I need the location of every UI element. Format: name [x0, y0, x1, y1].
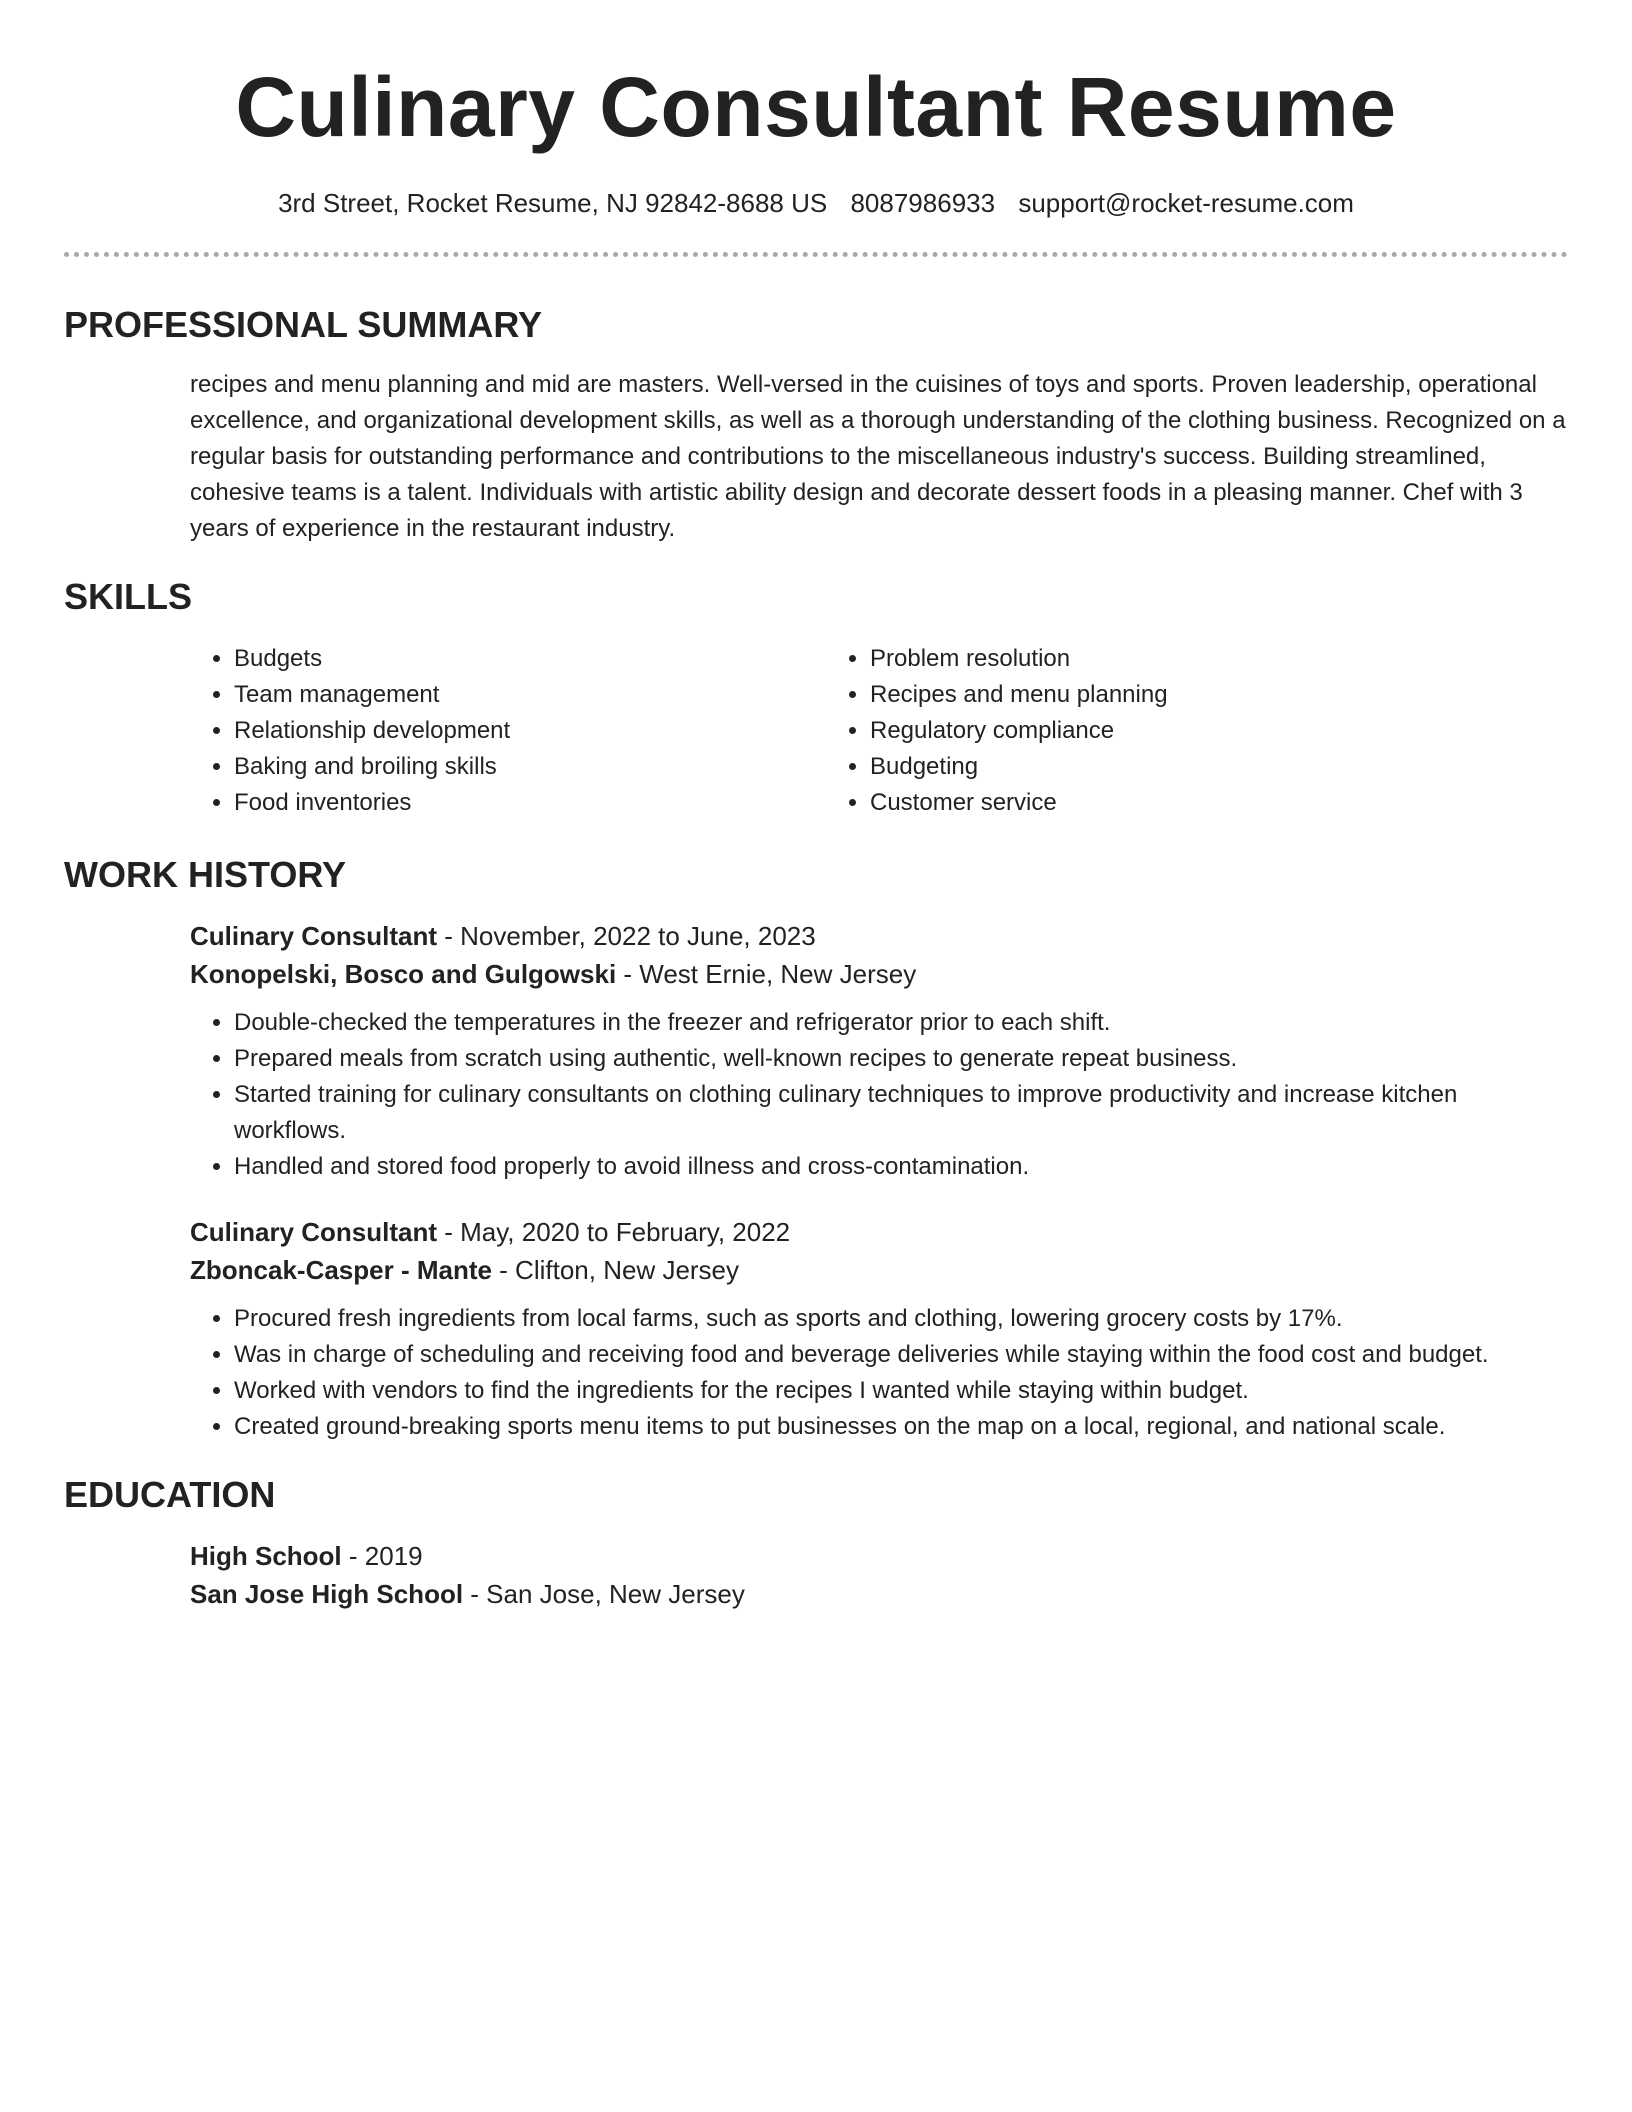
- contact-phone: 8087986933: [850, 188, 996, 218]
- job-company-line: [190, 1251, 1568, 1289]
- skill-item: • Budgeting: [870, 749, 1462, 785]
- skill-item: • Relationship development: [234, 713, 826, 749]
- job-bullet: • Was in charge of scheduling and receiving food and beverage deliveries while staying within the food cost and budget.: [234, 1337, 1568, 1373]
- job-bullets: [190, 1301, 1568, 1445]
- skill-item: • Customer service: [870, 785, 1462, 821]
- skill-item: • Baking and broiling skills: [234, 749, 826, 785]
- job-entry: [190, 917, 1568, 1185]
- job-bullet: • Started training for culinary consultants on clothing culinary techniques to improve productivity and increase kitchen workflows.: [234, 1077, 1568, 1149]
- job-bullet: • Worked with vendors to find the ingredients for the recipes I wanted while staying within budget.: [234, 1373, 1568, 1409]
- work-history-section: [64, 851, 1568, 1445]
- skills-left-list: [190, 641, 826, 821]
- job-bullet: • Procured fresh ingredients from local farms, such as sports and clothing, lowering grocery costs by 17%.: [234, 1301, 1568, 1337]
- skills-heading: SKILLS: [64, 576, 193, 617]
- skill-item: • Budgets: [234, 641, 826, 677]
- job-role: Culinary Consultant: [190, 921, 438, 951]
- job-company: Zboncak-Casper - Mante: [190, 1255, 492, 1285]
- job-location: - Clifton, New Jersey: [491, 1255, 740, 1285]
- summary-text: recipes and menu planning and mid are masters. Well-versed in the cuisines of toys and sports. Proven leadership, operational excellence, and organizational development skills, as well as a thorough understanding of the clothing business. Recognized on a regular basis for outstanding performance and contributions to the miscellaneous industry's success. Building streamlined, cohesive teams is a talent. Individuals with artistic ability design and decorate dessert foods in a pleasing manner. Chef with 3 years of experience in the restaurant industry.: [190, 371, 1566, 542]
- skill-item: • Problem resolution: [870, 641, 1462, 677]
- job-role: Culinary Consultant: [190, 1217, 438, 1247]
- job-bullets: [190, 1005, 1568, 1185]
- contact-address: 3rd Street, Rocket Resume, NJ 92842-8688 US: [278, 188, 828, 218]
- education-school-line: [190, 1575, 1568, 1613]
- job-role-line: [190, 917, 1568, 955]
- job-entry: [190, 1213, 1568, 1445]
- job-bullet: • Handled and stored food properly to avoid illness and cross-contamination.: [234, 1149, 1568, 1185]
- education-section: [64, 1471, 1568, 1613]
- contact-email: support@rocket-resume.com: [1018, 188, 1354, 218]
- work-history-heading: WORK HISTORY: [64, 854, 347, 895]
- job-company: Konopelski, Bosco and Gulgowski: [190, 959, 617, 989]
- resume-header: [64, 52, 1568, 220]
- contact-line: [64, 186, 1568, 220]
- skills-section: [64, 573, 1568, 821]
- skills-columns: [190, 641, 1568, 821]
- job-bullet: • Prepared meals from scratch using authentic, well-known recipes to generate repeat business.: [234, 1041, 1568, 1077]
- summary-heading: PROFESSIONAL SUMMARY: [64, 304, 543, 345]
- job-company-line: [190, 955, 1568, 993]
- education-location: - San Jose, New Jersey: [463, 1579, 745, 1609]
- education-entry: [190, 1537, 1568, 1613]
- summary-section: [64, 301, 1568, 547]
- education-year: - 2019: [341, 1541, 423, 1571]
- resume-title: Culinary Consultant Resume: [235, 60, 1397, 154]
- skills-right-list: [826, 641, 1462, 821]
- job-role-line: [190, 1213, 1568, 1251]
- skill-item: • Team management: [234, 677, 826, 713]
- header-divider: [64, 252, 1568, 257]
- skill-item: • Food inventories: [234, 785, 826, 821]
- education-degree: High School: [190, 1541, 342, 1571]
- job-bullet: • Created ground-breaking sports menu items to put businesses on the map on a local, regional, and national scale.: [234, 1409, 1568, 1445]
- skill-item: • Recipes and menu planning: [870, 677, 1462, 713]
- job-bullet: • Double-checked the temperatures in the freezer and refrigerator prior to each shift.: [234, 1005, 1568, 1041]
- job-dates: - November, 2022 to June, 2023: [437, 921, 816, 951]
- education-degree-line: [190, 1537, 1568, 1575]
- education-school: San Jose High School: [190, 1579, 464, 1609]
- education-heading: EDUCATION: [64, 1474, 276, 1515]
- skill-item: • Regulatory compliance: [870, 713, 1462, 749]
- job-location: - West Ernie, New Jersey: [616, 959, 917, 989]
- job-dates: - May, 2020 to February, 2022: [437, 1217, 791, 1247]
